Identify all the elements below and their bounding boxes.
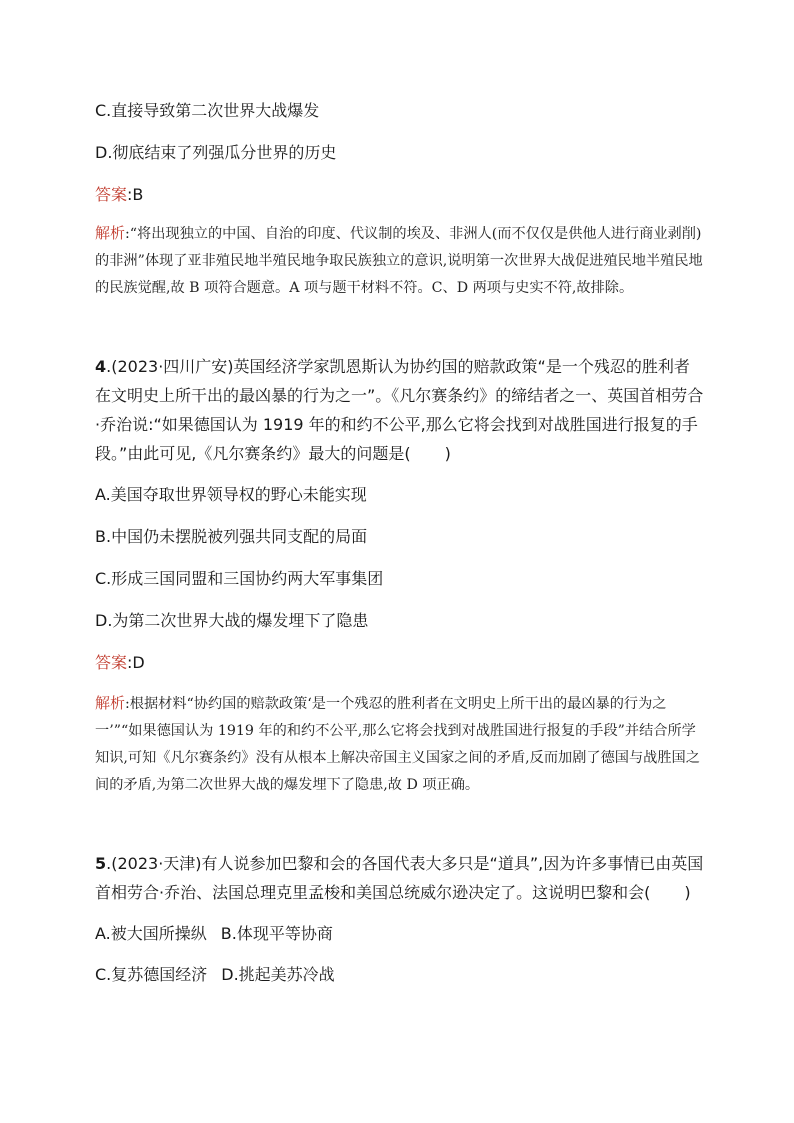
answer-label: 答案	[95, 185, 128, 204]
answer-value: :B	[127, 185, 144, 204]
q4-option-a: A.美国夺取世界领导权的野心未能实现	[95, 485, 367, 504]
analysis-label: 解析	[95, 224, 126, 242]
question-source: .(2023·天津)	[106, 854, 202, 873]
q3-answer	[95, 185, 143, 205]
q5-option-d: D.挑起美苏冷战	[221, 965, 335, 984]
q5-options-cd	[95, 965, 335, 985]
q4-option-c: C.形成三国同盟和三国协约两大军事集团	[95, 569, 384, 588]
q5-option-c: C.复苏德国经济	[95, 965, 208, 984]
q4-option-b: B.中国仍未摆脱被列强共同支配的局面	[95, 527, 368, 546]
q5-options-ab	[95, 924, 333, 944]
q4-analysis	[95, 690, 705, 799]
q3-option-c: C.直接导致第二次世界大战爆发	[95, 101, 320, 120]
q4-stem	[95, 352, 705, 468]
analysis-text: :“将出现独立的中国、自治的印度、代议制的埃及、非洲人(而不仅仅是供他人进行商业剥削)的非洲”体现了亚非殖民地半殖民地争取民族独立的意识,说明第一次世界大战促进殖民地半殖民地的民族觉醒,故 B 项符合题意。A 项与题干材料不符。C、D 两项与史实不符,故排除。	[95, 226, 703, 296]
q5-stem	[95, 849, 705, 907]
answer-label: 答案	[95, 653, 128, 672]
analysis-label: 解析	[95, 694, 126, 712]
q5-option-b: B.体现平等协商	[220, 924, 333, 943]
q4-answer	[95, 653, 145, 673]
answer-value: :D	[127, 653, 145, 672]
question-number: 4	[95, 357, 107, 376]
q3-analysis	[95, 220, 705, 302]
question-source: .(2023·四川广安)	[106, 357, 234, 376]
q3-option-d: D.彻底结束了列强瓜分世界的历史	[95, 143, 337, 162]
q5-option-a: A.被大国所操纵	[95, 924, 207, 943]
q4-option-d: D.为第二次世界大战的爆发埋下了隐患	[95, 611, 369, 630]
question-text: 有人说参加巴黎和会的各国代表大多只是“道具”,因为许多事情已由英国首相劳合·乔治、法国总理克里孟梭和美国总统威尔逊决定了。这说明巴黎和会(	[95, 854, 704, 902]
question-paren-close: )	[444, 444, 451, 463]
question-text: 英国经济学家凯恩斯认为协约国的赔款政策“是一个残忍的胜利者在文明史上所干出的最凶暴的行为之一”。《凡尔赛条约》的缔结者之一、英国首相劳合·乔治说:“如果德国认为 1919 年的和约不公平,那么它将会找到对战胜国进行报复的手段。”由此可见,《凡尔赛条约》最大的问题是(	[95, 357, 704, 463]
question-paren-close: )	[684, 883, 691, 902]
question-number: 5	[95, 854, 107, 873]
analysis-text: :根据材料“协约国的赔款政策‘是一个残忍的胜利者在文明史上所干出的最凶暴的行为之一’”“如果德国认为 1919 年的和约不公平,那么它将会找到对战胜国进行报复的手段”并结合所学知识,可知《凡尔赛条约》没有从根本上解决帝国主义国家之间的矛盾,反而加剧了德国与战胜国之间的矛盾,为第二次世界大战的爆发埋下了隐患,故 D 项正确。	[95, 696, 700, 793]
